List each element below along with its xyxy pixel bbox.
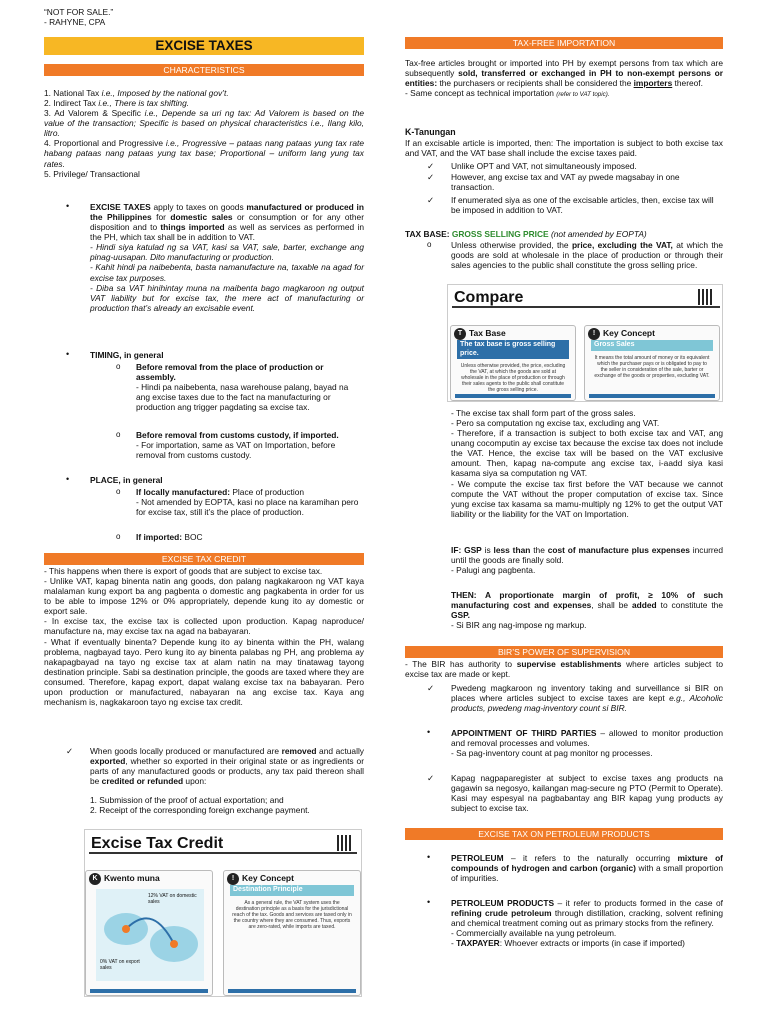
kwento-card-title: Kwento muna bbox=[104, 873, 160, 883]
gsp-if: IF: GSP is less than the cost of manufacture plus expenses incurred until the goods are finally sold. - Palugi ang pagbenta. bbox=[451, 545, 723, 576]
char-item-2: 2. Indirect Tax i.e., There is tax shifting. bbox=[44, 98, 190, 109]
circle-bullet-icon: o bbox=[116, 362, 121, 371]
tax-base-card-title: Tax Base bbox=[469, 328, 506, 338]
check-icon: ✓ bbox=[66, 746, 74, 756]
doc-header bbox=[44, 7, 113, 27]
tax-base-card-sub: The tax base is gross selling price. bbox=[457, 340, 569, 359]
circle-bullet-icon: o bbox=[116, 430, 121, 439]
destination-card bbox=[223, 870, 361, 996]
circle-bullet-icon: o bbox=[116, 487, 121, 496]
tax-free-body: Tax-free articles brought or imported into PH by exempt persons from tax which are subsequently sold, transferred or exchanged in PH to non-exempt persons or entities: the purchasers or recipients shall be considered the importers thereof. - Same concept as technical importation (refer to VAT topic). bbox=[405, 58, 723, 99]
not-for-sale-label: “NOT FOR SALE.” bbox=[44, 7, 114, 17]
k-tanungan-text: If an excisable article is imported, then: The importation is subject to both excise tax and VAT, and the VAT base shall include the excise taxes paid. bbox=[405, 138, 723, 159]
figure-divider bbox=[89, 852, 357, 854]
place-sub-1: If locally manufactured: Place of production - Not amended by EOPTA, kasi no place na karamihan pero for excise tax, still it’s the place of production. bbox=[136, 487, 359, 518]
place-sub-2: If imported: BOC bbox=[136, 532, 203, 542]
gross-sales-card bbox=[584, 325, 720, 401]
excise-note-1: - Hindi siya katulad ng sa VAT, kasi sa VAT, sale, barter, exchange ang pinag-uusapan. Dito manufacturing or production. bbox=[90, 242, 364, 263]
circle-bullet-icon: o bbox=[427, 240, 432, 249]
tax-base-definition: Unless otherwise provided, the price, excluding the VAT, at which the goods are sold at wholesale in the place of production or through their sales agencies to the public shall constitute the gross selling price. bbox=[451, 240, 723, 271]
page-title: EXCISE TAXES bbox=[44, 37, 364, 55]
bullet-icon: • bbox=[66, 349, 70, 359]
author-label: - RAHYNE, CPA bbox=[44, 17, 106, 28]
char-item-5: 5. Privilege/ Transactional bbox=[44, 168, 140, 179]
kwento-label-a: 12% VAT on domestic sales bbox=[148, 893, 197, 905]
characteristics-heading: CHARACTERISTICS bbox=[44, 64, 364, 76]
excise-note-2: - Kahit hindi pa naibebenta, basta namanufacture na, taxable na agad for excise tax purposes. bbox=[90, 262, 364, 283]
excise-note-3: - Diba sa VAT hinihintay muna na maibenta bago magkaroon ng output VAT liability but for excise tax, the mere act of manufacturing or production that’s already an excisable event. bbox=[90, 282, 364, 313]
char-item-4: 4. Proportional and Progressive i.e., Progressive – pataas nang pataas yung tax rate habang pataas nang pataas yung tax base; Proportional – uniform lang yung tax rates. bbox=[44, 138, 364, 169]
petroleum-heading: EXCISE TAX ON PETROLEUM PRODUCTS bbox=[405, 828, 723, 840]
bir-intro: - The BIR has authority to supervise establishments where articles subject to excise tax are made or kept. bbox=[405, 659, 724, 680]
bir-heading: BIR’S POWER OF SUPERVISION bbox=[405, 646, 723, 658]
tax-base-card bbox=[450, 325, 576, 401]
bir-check-1: Pwedeng magkaroon ng inventory taking and surveillance si BIR on places where articles subject to excise taxes are kept e.g., Alcoholic products, pwedeng mag-inventory count si BIR. bbox=[451, 683, 723, 714]
kt-check-2: However, ang excise tax and VAT ay pwede magsabay in one transaction. bbox=[451, 172, 680, 193]
timing-title: TIMING, in general bbox=[90, 350, 164, 360]
bullet-icon: • bbox=[66, 201, 70, 211]
k-tanungan-title: K-Tanungan bbox=[405, 127, 456, 137]
figure-title: Excise Tax Credit bbox=[91, 835, 224, 852]
qr-code-icon bbox=[337, 835, 353, 851]
timing-sub-2: Before removal from customs custody, if imported. - For importation, same as VAT on Importation, before removal from customs custody. bbox=[136, 430, 339, 461]
bir-third-parties: APPOINTMENT OF THIRD PARTIES – allowed to monitor production and removal processes and volumes. - Sa pag-inventory count at pag monitor ng processes. bbox=[451, 728, 723, 759]
lightbulb-icon: ! bbox=[588, 328, 600, 340]
tax-base-title: TAX BASE: GROSS SELLING PRICE (not amended by EOPTA) bbox=[405, 229, 647, 239]
kt-check-1: Unlike OPT and VAT, not simultaneously imposed. bbox=[451, 161, 637, 171]
char-item-1: 1. National Tax i.e., Imposed by the national gov’t. bbox=[44, 88, 229, 98]
excise-credit-heading: EXCISE TAX CREDIT bbox=[44, 553, 364, 565]
compare-divider bbox=[452, 306, 720, 308]
kwento-label-b: 0% VAT on export sales bbox=[100, 959, 140, 971]
check-icon: ✓ bbox=[427, 773, 435, 783]
char-item-3: 3. Ad Valorem & Specific i.e., Depende sa uri ng tax: Ad Valorem is based on the value of the transaction; Specific is based on physical characteristics i.e., Ilang kilo, litro. bbox=[44, 108, 365, 139]
check-icon: ✓ bbox=[427, 161, 435, 171]
destination-card-title: Key Concept bbox=[242, 873, 294, 883]
tax-base-card-text: Unless otherwise provided, the price, excluding the VAT, at which the goods are sold at wholesale in the place of production or through their sales agents to the public shall constitute the gross selling price. bbox=[460, 362, 566, 393]
circle-bullet-icon: o bbox=[116, 532, 121, 541]
chat-icon: K bbox=[89, 873, 101, 885]
bullet-icon: • bbox=[427, 727, 431, 737]
timing-sub-1: Before removal from the place of production or assembly. - Hindi pa naibebenta, nasa warehouse palang, bayad na ang excise taxes due to the fact na manufacturing or production ang trigger pagdating sa excise tax. bbox=[136, 362, 349, 413]
tax-free-heading: TAX-FREE IMPORTATION bbox=[405, 37, 723, 49]
gsp-then: THEN: A proportionate margin of profit, ≥ 10% of such manufacturing cost and expenses, shall be added to constitute the GSP. - Si BIR ang nag-impose ng markup. bbox=[451, 590, 723, 631]
excise-credit-body: - This happens when there is export of goods that are subject to excise tax. - Unlike VAT, kapag binenta natin ang goods, don palang nagkakaroon ng VAT kaya malalaman kung export ba ang pagbenta o domestic ang pagkabenta in order for us to be able to impose 12% or 0% appropriately, depende kung ito ay domestic or export sale. - In excise tax, the excise tax is collected upon production. Kapag naproduce/ manufacture na, may excise tax na agad na babayaran. - What if eventually binenta? Depende kung ito ay binenta within the PH, walang problema, nagbayad tayo. Pero kung ito ay binenta palabas ng PH, ang problema ay nakapagbayad na tayo ng excise tax at alam natin na may tinatawag tayong destination principle. Sabi sa destination principle, the goods are taxed where they are consumed. Therefore, kapag export, dapat walang excise tax na babayaran. Pero upon production or manufactured, nabayaran na ang excise tax. Kaya ang mechanism is, nagkakaroon tayo ng excise tax credit. bbox=[44, 566, 364, 708]
bullet-icon: • bbox=[66, 474, 70, 484]
qr-code-icon bbox=[698, 289, 714, 305]
compare-title: Compare bbox=[454, 289, 524, 306]
compare-figure bbox=[447, 284, 723, 402]
gsp-notes: - The excise tax shall form part of the gross sales. - Pero sa computation ng excise tax, excluding ang VAT. - Therefore, if a transaction is subject to both excise tax and VAT, ang unang cocomputin ay excise tax because the excise tax does not include the VAT. Hence, the excise tax will be based on the VAT exclusive amount. Then, kapag na-compute ang excise tax, i-aadd siya kasi kasama siya sa computation ng VAT. - We compute the excise tax first before the VAT because we cannot compute the VAT without the proper computation of excise tax. Since yung excise tax kasama sa mamu-multiply ng 12% to get the output VAT liability or the liability for the VAT on Importation. bbox=[451, 408, 723, 519]
lightbulb-icon: ! bbox=[227, 873, 239, 885]
kwento-card bbox=[85, 870, 213, 996]
characteristics-list bbox=[44, 88, 364, 179]
place-title: PLACE, in general bbox=[90, 475, 163, 485]
check-icon: ✓ bbox=[427, 195, 435, 205]
destination-card-text: As a general rule, the VAT system uses the destination principle as a basis for the jurisdictional reach of the tax. Goods and services are taxed only in the country where they are consumed. Thus, exports are zero-rated, while imports are taxed. bbox=[232, 899, 352, 930]
credit-condition: When goods locally produced or manufactured are removed and actually exported, whether so exported in their original state or as ingredients or parts of any manufactured goods or products, any tax paid thereon shall be credited or refunded upon: 1. Submission of the proof of actual exportation; and 2. Receipt of the corresponding foreign exchange payment. bbox=[90, 746, 364, 816]
check-icon: ✓ bbox=[427, 172, 435, 182]
gross-sales-card-sub: Gross Sales bbox=[591, 340, 713, 350]
bullet-icon: • bbox=[427, 852, 431, 862]
petroleum-products-def: PETROLEUM PRODUCTS – it refer to products formed in the case of refining crude petroleum through distillation, cracking, solvent refining and chemical treatment coming out as primary stocks from the refinery. - Commercially available na yung petroleum. - TAXPAYER: Whoever extracts or imports (in case if imported) bbox=[451, 898, 723, 949]
check-icon: ✓ bbox=[427, 683, 435, 693]
kt-check-3: If enumerated siya as one of the excisable articles, then, excise tax will be imposed in addition to VAT. bbox=[451, 195, 714, 216]
destination-card-sub: Destination Principle bbox=[230, 885, 354, 895]
bullet-icon: • bbox=[427, 897, 431, 907]
petroleum-def: PETROLEUM – it refers to the naturally occurring mixture of compounds of hydrogen and carbon (organic) with a small proportion of impurities. bbox=[451, 853, 723, 884]
bir-check-2: Kapag nagpaparegister at subject to excise taxes ang products na gagawin sa negosyo, kailangan mag-secure ng PTO (Permit to Operate). Kasi may espesyal na pagbabantay ang BIR kapag yung products ay subject to excise tax. bbox=[451, 773, 723, 814]
document-icon: T bbox=[454, 328, 466, 340]
gross-sales-card-text: It means the total amount of money or its equivalent which the purchaser pays or is obligated to pay to the seller in consideration of the sale, barter or exchange of the goods or properties, excluding VAT. bbox=[594, 354, 710, 379]
excise-definition: EXCISE TAXES apply to taxes on goods manufactured or produced in the Philippines for domestic sales or consumption or for any other disposition and to things imported as well as services as performed in the PH, which tax shall be in addition to VAT. - Hindi siya katulad ng sa VAT, kasi sa VAT, sale, barter, exchange ang pinag-uusapan. Dito manufacturing or production. - Kahit hindi pa naibebenta, basta namanufacture na, taxable na agad for excise tax purposes. - Diba sa VAT hinihintay muna na maibenta bago magkaroon ng output VAT liability but for excise tax, the mere act of manufacturing or production that’s already an excisable event. bbox=[90, 202, 364, 313]
gross-sales-card-title: Key Concept bbox=[603, 328, 655, 338]
excise-credit-figure bbox=[84, 829, 362, 997]
